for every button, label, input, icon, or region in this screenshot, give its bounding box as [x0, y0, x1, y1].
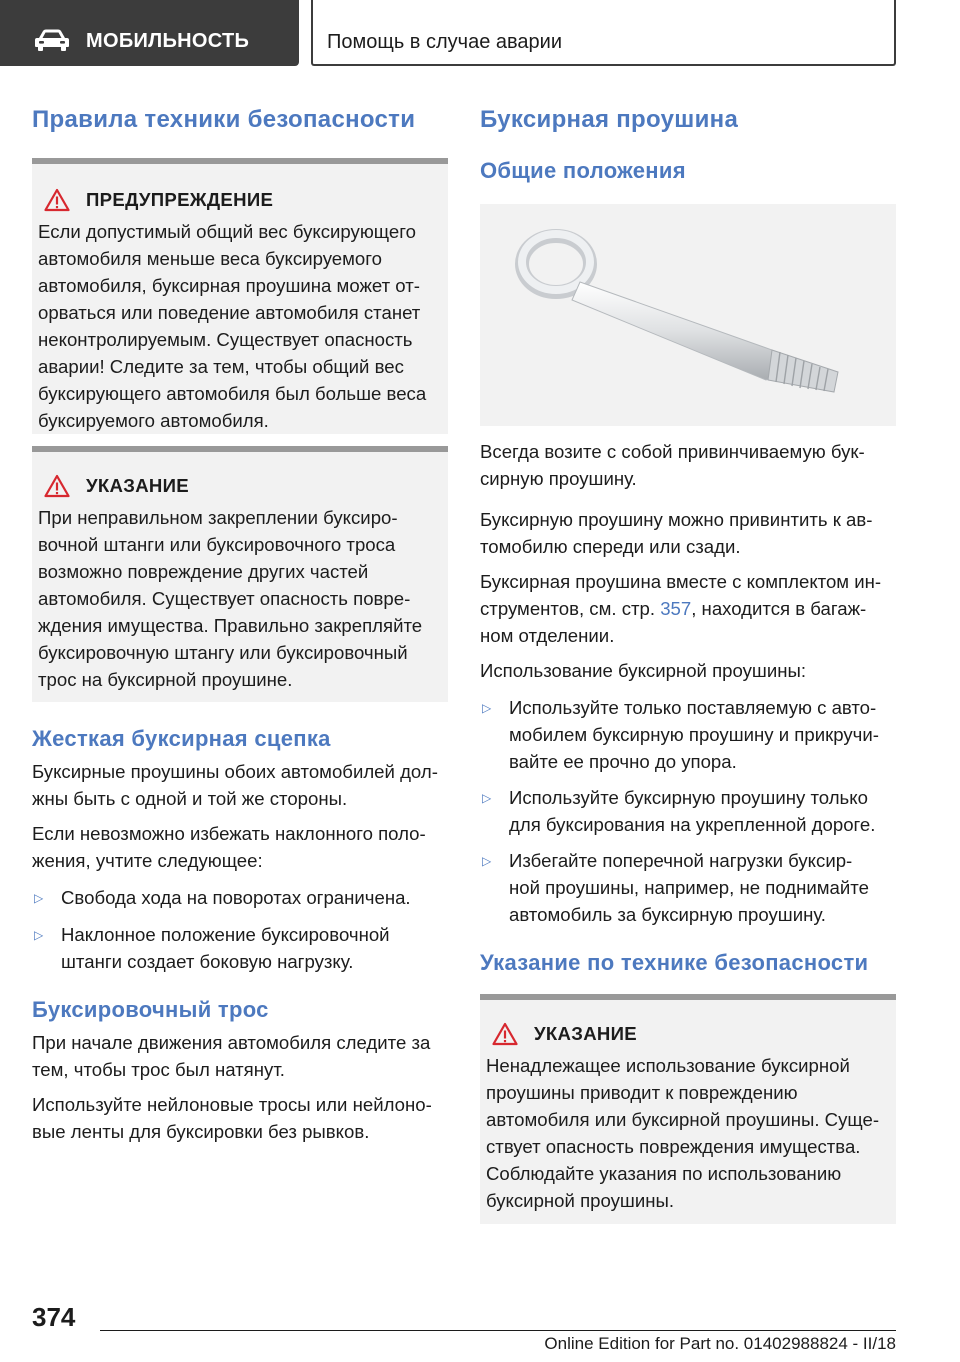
list-item: ▷ Используйте буксирную проушину только для буксирования на укрепленной дороге.	[480, 784, 896, 838]
page-number: 374	[32, 1302, 76, 1332]
bullet-triangle-icon: ▷	[482, 791, 492, 805]
note-text: Ненадлежащее использование буксирной проушины приводит к повреждению автомобиля или буксирной проушины. Суще- ствует опасность повреждения имущества. Соблюдайте указания по использованию буксирной проушины.	[486, 1055, 880, 1211]
tow-rope-paragraph: При начале движения автомобиля следите за тем, чтобы трос был натянут.	[32, 1032, 431, 1080]
tow-eye-paragraph: Буксирную проушину можно привинтить к ав- томобилю спереди или сзади.	[480, 509, 873, 557]
rigid-tow-heading: Жесткая буксирная сцепка	[32, 726, 331, 751]
list-item: ▷ Используйте только поставляемую с авто- мобилем буксирную проушину и прикручи- вайте ее прочно до упора.	[480, 694, 896, 775]
chapter-tab[interactable]	[311, 0, 896, 66]
page-header	[0, 0, 960, 66]
note-label: УКАЗАНИЕ	[86, 475, 190, 496]
warning-box	[32, 158, 448, 434]
car-icon	[34, 28, 70, 52]
tow-eye-paragraph: Буксирная проушина вместе с комплектом ин- струментов, см. стр. 357, находится в багаж- ном отделении.	[480, 571, 882, 646]
list-item: ▷ Свобода хода на поворотах ограничена.	[32, 884, 448, 912]
list-item: ▷ Наклонное положение буксировочной штанги создает боковую нагрузку.	[32, 921, 448, 975]
warning-triangle-icon	[44, 188, 70, 212]
bullet-triangle-icon: ▷	[34, 891, 44, 905]
warning-text: Если допустимый общий вес буксирующего автомобиля меньше веса буксируемого автомобиля, буксирная проушина может от- орваться или поведение автомобиля станет неконтролируемым. Существует опасность аварии! Следите за тем, чтобы общий вес буксирующего автомобиля был больше веса буксируемого автомобиля.	[38, 221, 427, 431]
rigid-tow-paragraph: Буксирные проушины обоих автомобилей дол- жны быть с одной и той же стороны.	[32, 761, 438, 809]
bullet-triangle-icon: ▷	[482, 854, 492, 868]
rigid-tow-paragraph: Если невозможно избежать наклонного поло- жения, учтите следующее:	[32, 823, 426, 871]
note-label: УКАЗАНИЕ	[534, 1023, 638, 1044]
tow-rope-paragraph: Используйте нейлоновые тросы или нейлоно- вые ленты для буксировки без рывков.	[32, 1094, 432, 1142]
tow-eye-image	[480, 204, 896, 426]
left-column	[32, 90, 448, 1145]
section-tab[interactable]	[0, 0, 299, 66]
rigid-tow-list	[32, 884, 448, 975]
list-item: ▷ Избегайте поперечной нагрузки буксир- ной проушины, например, не поднимайте автомобиль за буксирную проушину.	[480, 847, 896, 928]
warning-triangle-icon	[492, 1022, 518, 1046]
safety-rules-heading: Правила техники безопасности	[32, 106, 416, 133]
right-column	[480, 90, 896, 1224]
tow-eye-paragraph: Всегда возите с собой привинчиваемую бук- сирную проушину.	[480, 441, 865, 489]
warning-label: ПРЕДУПРЕЖДЕНИЕ	[86, 189, 274, 210]
note-box	[32, 446, 448, 702]
note-box	[480, 994, 896, 1224]
general-heading: Общие положения	[480, 158, 686, 183]
tow-eye-heading: Буксирная проушина	[480, 106, 739, 133]
section-label: МОБИЛЬНОСТЬ	[86, 30, 250, 52]
warning-triangle-icon	[44, 474, 70, 498]
tow-eye-paragraph: Использование буксирной проушины:	[480, 660, 807, 681]
safety-note-heading: Указание по технике безопасности	[480, 950, 869, 975]
tow-eye-illustration	[480, 204, 896, 426]
tow-eye-list	[480, 694, 896, 928]
tow-rope-heading: Буксировочный трос	[32, 997, 269, 1022]
note-text: При неправильном закреплении буксиро- вочной штанги или буксировочного троса возможно повреждение других частей автомобиля. Существует опасность повре- ждения имущества. Правильно закрепляйте буксировочную штангу или буксировочный трос на буксирной проушине.	[38, 507, 423, 690]
footer-divider	[100, 1330, 896, 1331]
chapter-label: Помощь в случае аварии	[327, 31, 562, 53]
bullet-triangle-icon: ▷	[482, 701, 492, 715]
edition-info: Online Edition for Part no. 01402988824 - II/18	[544, 1334, 896, 1353]
bullet-triangle-icon: ▷	[34, 928, 44, 942]
page-link[interactable]: 357	[660, 598, 692, 619]
